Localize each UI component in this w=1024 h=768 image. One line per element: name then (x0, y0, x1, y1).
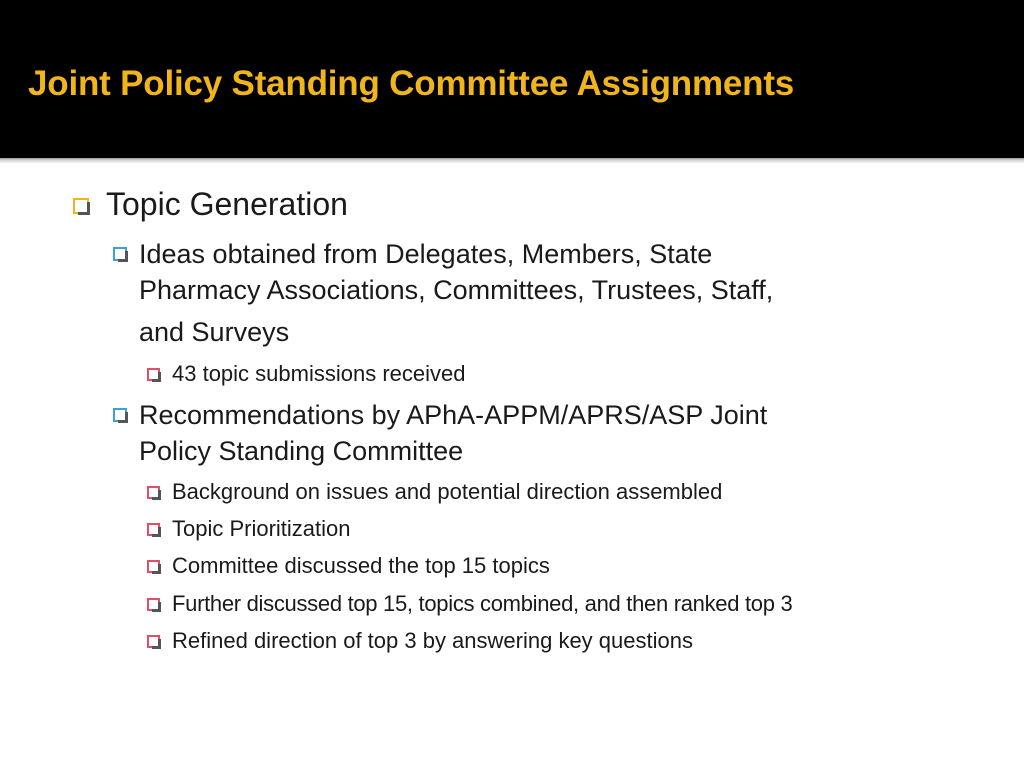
square-bullet-icon (147, 523, 160, 536)
square-bullet-icon (113, 408, 127, 422)
bullet-background (172, 479, 722, 505)
bullet-text: Topic Prioritization (172, 516, 351, 541)
bullet-text: Further discussed top 15, topics combined, and then ranked top 3 (172, 591, 793, 616)
square-bullet-icon (147, 368, 160, 381)
bullet-text-line: and Surveys (139, 317, 290, 347)
bullet-text: Committee discussed the top 15 topics (172, 553, 550, 578)
bullet-recommendations (139, 397, 767, 469)
square-bullet-icon (147, 560, 160, 573)
square-bullet-icon (147, 598, 160, 611)
title-bar (0, 0, 1024, 158)
bullet-further-discussed (172, 591, 792, 617)
bullet-topic-generation (106, 186, 348, 223)
bullet-text: Background on issues and potential direction assembled (172, 479, 723, 504)
bullet-ideas-obtained (139, 236, 773, 350)
bullet-topic-submissions (172, 361, 465, 387)
bullet-text-line: Policy Standing Committee (139, 436, 464, 466)
square-bullet-icon (147, 486, 160, 499)
bullet-text-line: Ideas obtained from Delegates, Members, State (139, 239, 713, 269)
bullet-topic-prioritization (172, 516, 351, 542)
bullet-text: 43 topic submissions received (172, 361, 466, 386)
square-bullet-icon (147, 635, 160, 648)
title-divider (0, 158, 1024, 163)
bullet-text-line: Recommendations by APhA-APPM/APRS/ASP Joint (139, 400, 768, 430)
square-bullet-icon (113, 247, 127, 261)
bullet-refined-direction (172, 628, 693, 654)
bullet-committee-discussed (172, 553, 550, 579)
bullet-text-line: Pharmacy Associations, Committees, Trustees, Staff, (139, 275, 774, 305)
bullet-text: Refined direction of top 3 by answering key questions (172, 628, 693, 653)
slide-title: Joint Policy Standing Committee Assignments (28, 64, 795, 103)
bullet-text: Topic Generation (106, 186, 348, 222)
square-bullet-icon (73, 198, 89, 214)
